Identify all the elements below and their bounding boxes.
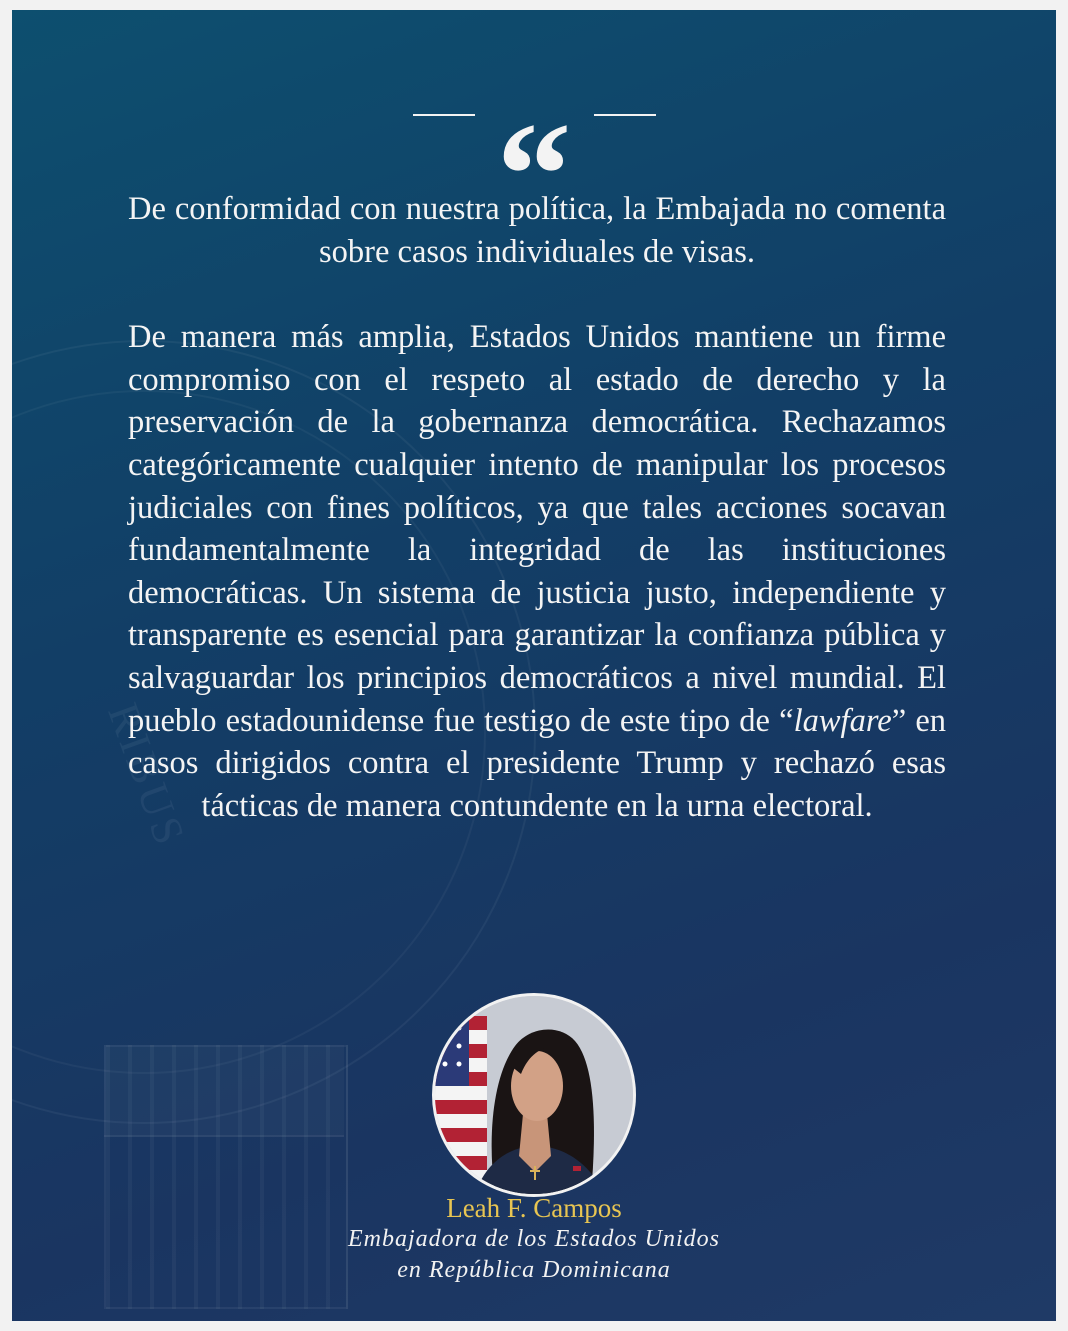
- statement-card: [12, 10, 1056, 1321]
- ambassador-title-line-2: en República Dominicana: [397, 1257, 671, 1283]
- statement-body: [128, 188, 946, 827]
- seal-motto-watermark: RIBUS: [98, 696, 196, 855]
- ambassador-title-line-1: Embajadora de los Estados Unidos: [347, 1226, 720, 1252]
- statement-paragraph-1: De conformidad con nuestra política, la Embajada no comenta sobre casos individuales de visas.: [128, 191, 946, 270]
- paragraph-2-text: De manera más amplia, Estados Unidos mantiene un firme compromiso con el respeto al estado de derecho y la preservación de la gobernanza democrática. Rechazamos categóricamente cualquier intento de manipular los procesos judiciales con fines políticos, ya que tales acciones socavan fundamentalmente la integridad de las instituciones democráticas. Un sistema de justicia justo, independiente y transparente es esencial para garantizar la confianza pública y salvaguardar los principios democráticos a nivel mundial. El pueblo estadounidense fue testigo de este tipo de “: [128, 319, 946, 739]
- seal-shield-chief: [104, 1045, 344, 1137]
- right-rule: [594, 114, 656, 116]
- left-rule: [413, 114, 475, 116]
- lawfare-term: lawfare: [793, 702, 892, 739]
- ambassador-portrait: [432, 993, 636, 1197]
- us-flag-icon: [435, 1016, 487, 1194]
- portrait-image: [435, 996, 633, 1194]
- quote-icon: “: [496, 92, 572, 258]
- statement-paragraph-2: [128, 316, 946, 827]
- ambassador-name: Leah F. Campos: [446, 1193, 622, 1223]
- paragraph-2-ending: ” en casos dirigidos contra el presidente Trump y rechazó esas tácticas de manera contundente en la urna electoral.: [128, 702, 946, 824]
